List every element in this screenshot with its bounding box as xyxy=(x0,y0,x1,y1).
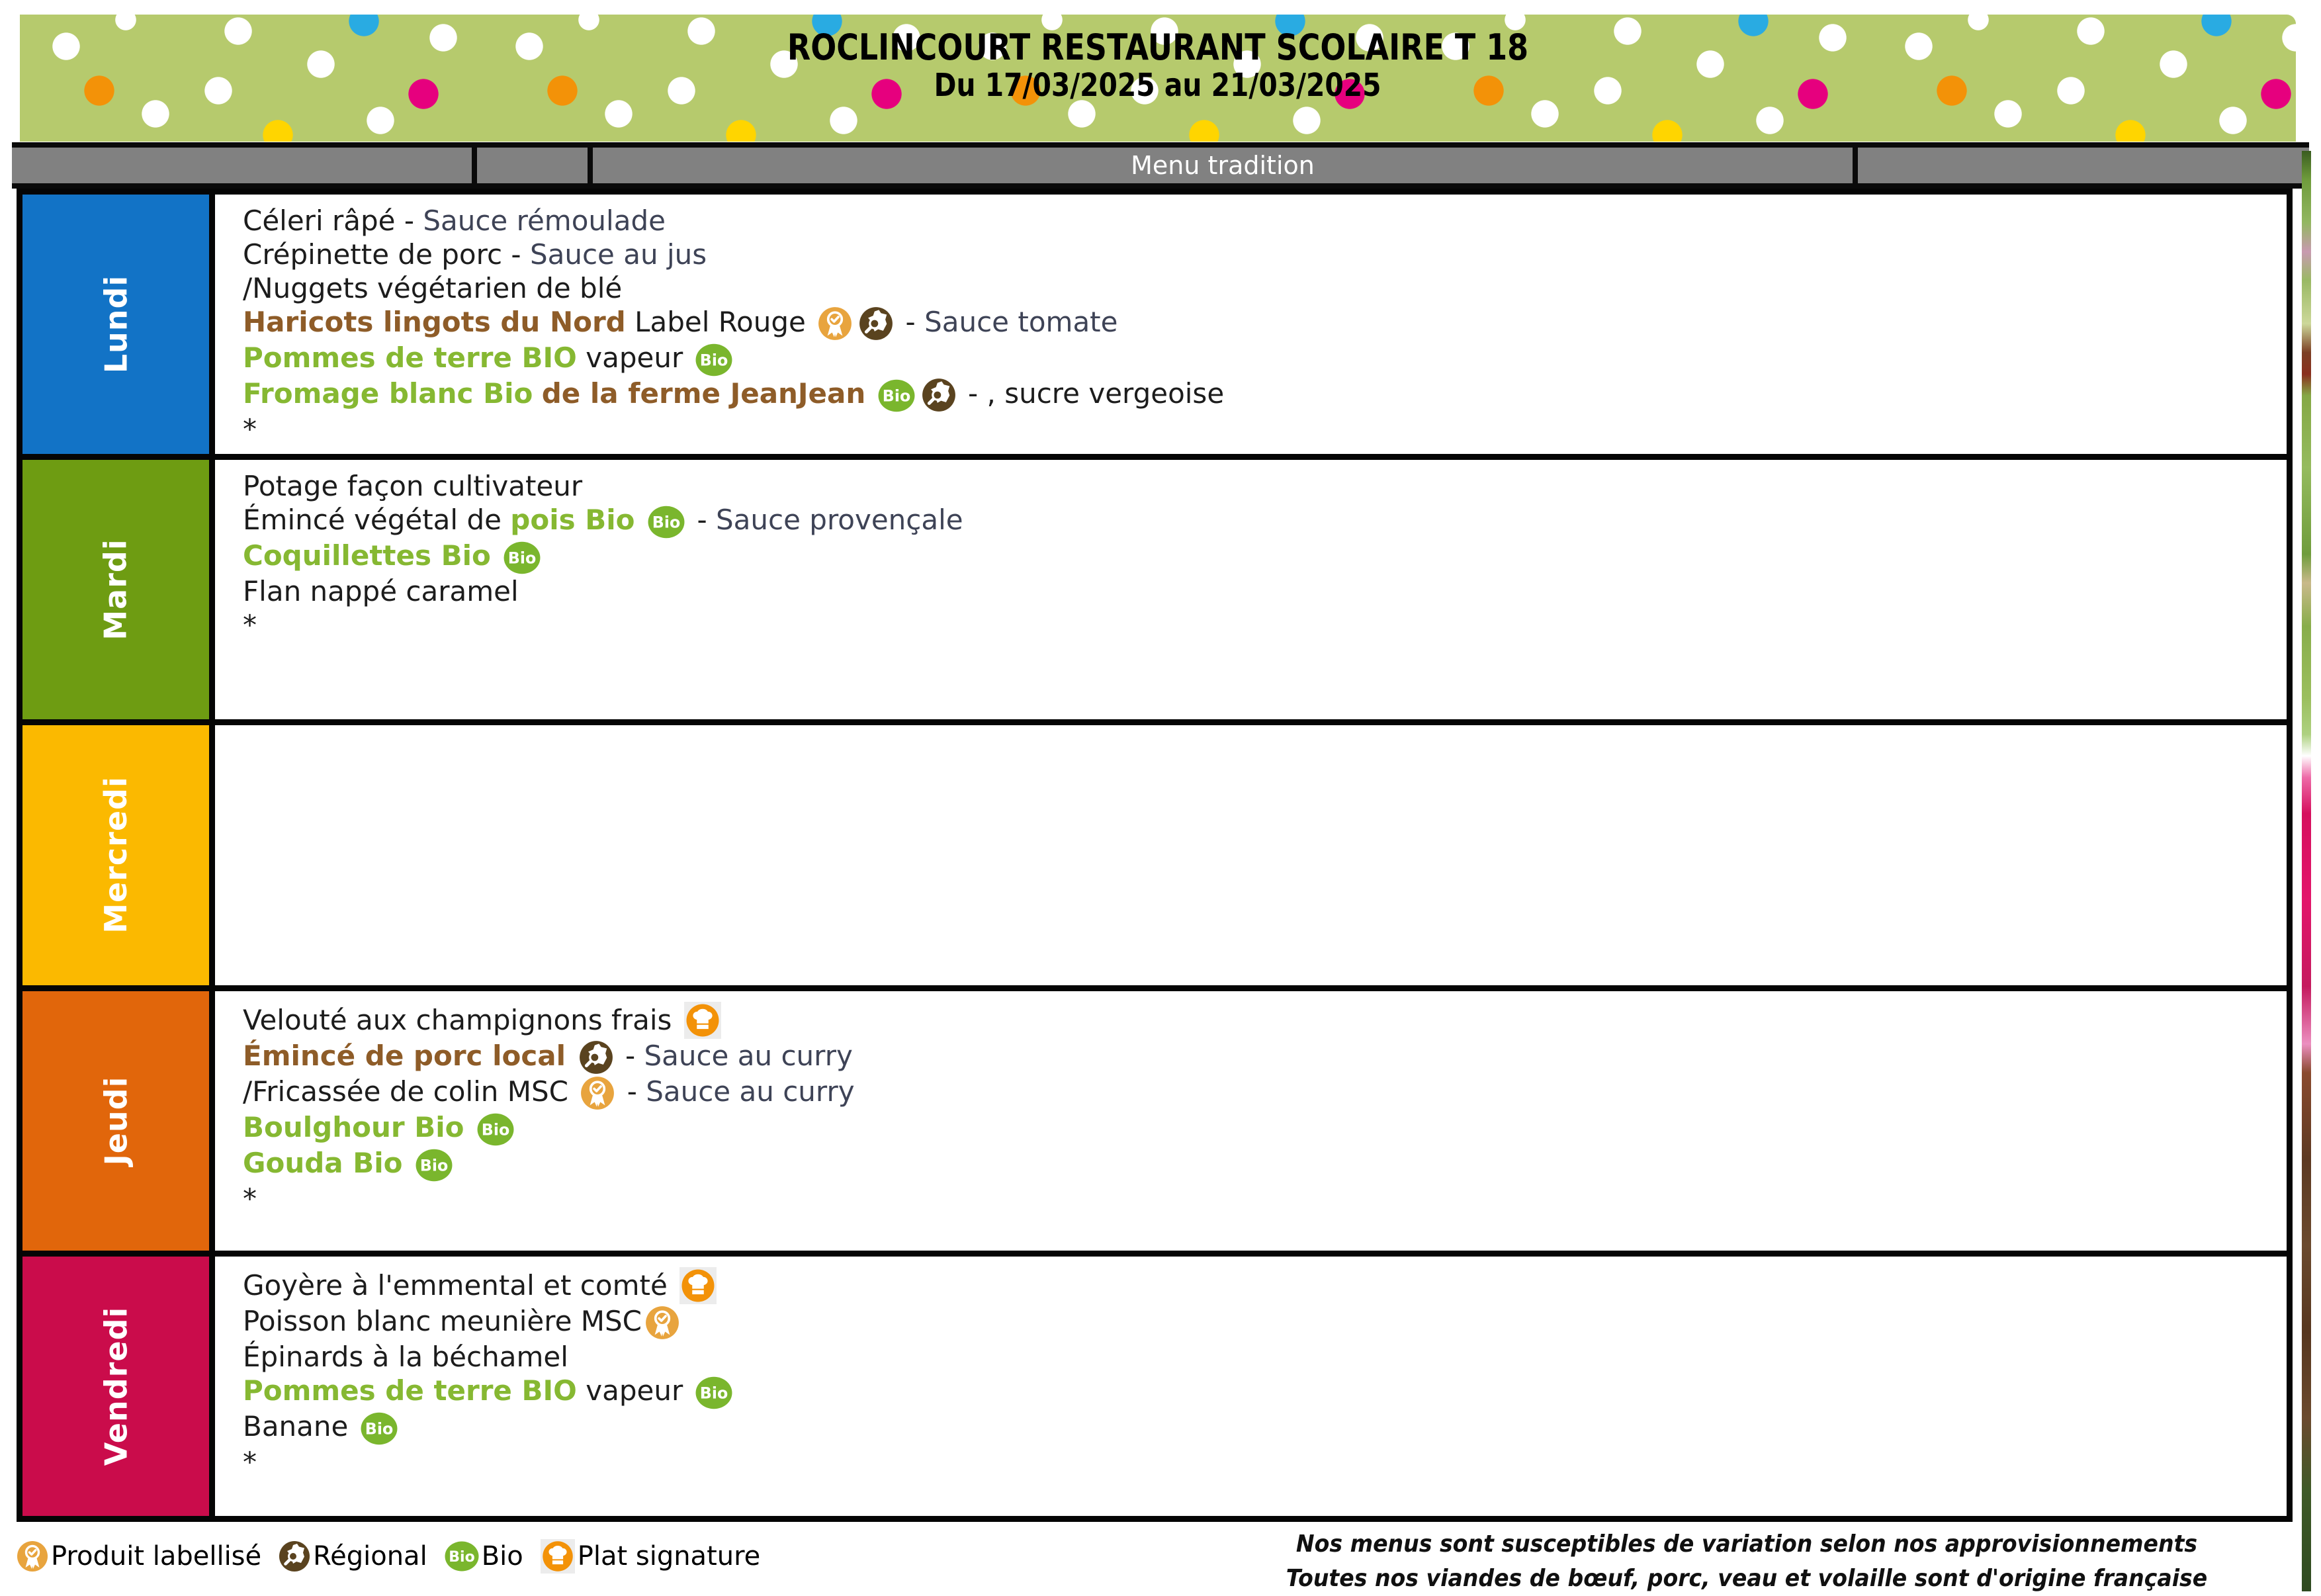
regional-icon xyxy=(579,1040,613,1075)
legend-item-bio xyxy=(445,1541,523,1572)
legend-item-label xyxy=(17,1540,261,1572)
bio-icon xyxy=(504,541,541,574)
bio-icon xyxy=(477,1113,514,1146)
text-segment: Goyère à l'emmental et comté xyxy=(243,1268,677,1302)
text-segment: Poisson blanc meunière MSC xyxy=(243,1304,642,1337)
text-segment: * xyxy=(243,609,257,642)
menu-tradition-label: Menu tradition xyxy=(1131,151,1315,180)
menu-line xyxy=(243,1341,2273,1374)
menu-line xyxy=(243,470,2273,503)
svg-text:Bio: Bio xyxy=(448,1549,475,1566)
menu-cell-lundi xyxy=(215,195,2287,454)
text-segment: Coquillettes Bio xyxy=(243,539,501,572)
legend-label: Produit labellisé xyxy=(51,1541,262,1572)
menu-line xyxy=(243,1147,2273,1182)
day-label-jeudi: Jeudi xyxy=(97,1076,134,1166)
day-cell-jeudi xyxy=(22,991,209,1251)
plat-signature-icon xyxy=(684,1002,721,1039)
produit-labellise-icon xyxy=(17,1540,48,1572)
menu-line xyxy=(243,1411,2273,1445)
text-segment: Sauce au curry xyxy=(644,1039,853,1072)
menu-line xyxy=(243,576,2273,608)
text-segment: /Nuggets végétarien de blé xyxy=(243,272,623,304)
produit-labellise-icon xyxy=(580,1076,615,1110)
text-segment: Banane xyxy=(243,1409,357,1442)
legend-label: Régional xyxy=(313,1541,427,1572)
text-segment: pois Bio xyxy=(510,504,645,537)
svg-text:Bio: Bio xyxy=(508,549,537,568)
page-title: ROCLINCOURT RESTAURANT SCOLAIRE T 18 xyxy=(787,26,1529,68)
svg-text:Bio: Bio xyxy=(481,1120,510,1139)
menu-line xyxy=(243,342,2273,377)
svg-text:Bio: Bio xyxy=(699,1384,728,1403)
text-segment: - , sucre vergeoise xyxy=(959,377,1225,410)
bio-icon xyxy=(416,1149,453,1182)
text-segment: Haricots lingots du Nord xyxy=(243,306,626,338)
text-segment: Flan nappé caramel xyxy=(243,575,519,608)
text-segment: * xyxy=(243,1445,257,1478)
text-segment: Sauce rémoulade xyxy=(423,204,666,237)
text-segment: Émincé végétal de xyxy=(243,504,511,537)
menu-line xyxy=(243,1040,2273,1075)
legend xyxy=(17,1532,777,1580)
text-segment: Boulghour Bio xyxy=(243,1110,474,1143)
text-segment: vapeur xyxy=(576,341,692,374)
menu-line xyxy=(243,239,2273,271)
menu-line xyxy=(243,1076,2273,1110)
text-segment: /Fricassée de colin MSC xyxy=(243,1075,578,1108)
legend-item-regional xyxy=(279,1540,427,1572)
day-cell-mercredi xyxy=(22,725,209,985)
svg-text:Bio: Bio xyxy=(365,1419,393,1439)
menu-line xyxy=(243,609,2273,642)
menu-line xyxy=(243,1446,2273,1479)
footer-note-line1: Nos menus sont susceptibles de variation selon nos approvisionnements xyxy=(1295,1530,2198,1558)
svg-text:Bio: Bio xyxy=(699,351,728,370)
menu-line xyxy=(243,1112,2273,1146)
text-segment: Émincé de porc local xyxy=(243,1039,576,1072)
text-segment: Épinards à la béchamel xyxy=(243,1340,568,1373)
text-segment xyxy=(865,377,874,410)
text-segment: Crépinette de porc - xyxy=(243,238,530,271)
menu-line xyxy=(243,1375,2273,1409)
day-label-mercredi: Mercredi xyxy=(97,776,134,934)
plat-signature-icon xyxy=(541,1539,575,1574)
bio-icon xyxy=(445,1541,479,1572)
bar-cell-empty-3 xyxy=(1858,148,2309,183)
text-segment xyxy=(533,377,541,410)
text-segment: Sauce au curry xyxy=(646,1075,855,1108)
text-segment: Pommes de terre BIO xyxy=(243,341,577,374)
footer-note xyxy=(1266,1527,2228,1596)
produit-labellise-icon xyxy=(645,1306,679,1340)
legend-item-signature xyxy=(541,1539,761,1574)
menu-line xyxy=(243,273,2273,305)
bio-icon xyxy=(695,1376,732,1409)
regional-icon xyxy=(922,378,956,412)
legend-label: Plat signature xyxy=(577,1541,761,1572)
menu-line xyxy=(243,1002,2273,1039)
bar-cell-empty-1 xyxy=(12,148,472,183)
menu-line xyxy=(243,205,2273,238)
day-label-lundi: Lundi xyxy=(97,275,134,374)
bio-icon xyxy=(878,379,915,412)
text-segment: * xyxy=(243,1182,257,1215)
text-segment: - xyxy=(618,1075,646,1108)
menu-cell-mardi xyxy=(215,460,2287,719)
day-cell-vendredi xyxy=(22,1257,209,1516)
legend-label: Bio xyxy=(481,1541,523,1572)
header-banner xyxy=(20,15,2296,142)
plat-signature-icon xyxy=(679,1267,717,1304)
svg-text:Bio: Bio xyxy=(652,513,681,532)
bar-cell-empty-2 xyxy=(477,148,588,183)
menu-cell-mercredi xyxy=(215,725,2287,985)
decorative-edge-strip xyxy=(2302,151,2311,1591)
svg-text:Bio: Bio xyxy=(882,386,910,406)
text-segment: - xyxy=(616,1039,644,1072)
day-cell-mardi xyxy=(22,460,209,719)
bio-icon xyxy=(648,506,685,539)
text-segment: * xyxy=(243,413,257,445)
bio-icon xyxy=(361,1412,398,1445)
text-segment: Gouda Bio xyxy=(243,1146,413,1179)
day-label-mardi: Mardi xyxy=(97,539,134,641)
menu-line xyxy=(243,1183,2273,1216)
regional-icon xyxy=(279,1540,310,1572)
text-segment: - xyxy=(688,504,716,537)
text-segment: vapeur xyxy=(576,1374,692,1407)
date-range: Du 17/03/2025 au 21/03/2025 xyxy=(934,67,1381,105)
text-segment: Fromage blanc Bio xyxy=(243,377,533,410)
bar-cell-menu-tradition xyxy=(593,148,1853,183)
produit-labellise-icon xyxy=(818,306,852,341)
day-cell-lundi xyxy=(22,195,209,454)
menu-line xyxy=(243,306,2273,341)
menu-line xyxy=(243,1267,2273,1304)
text-segment: Sauce tomate xyxy=(924,306,1118,338)
menu-line xyxy=(243,378,2273,412)
text-segment: Label Rouge xyxy=(625,306,815,338)
text-segment: de la ferme JeanJean xyxy=(541,377,866,410)
svg-text:Bio: Bio xyxy=(419,1156,449,1175)
menu-line xyxy=(243,540,2273,574)
text-segment: Sauce au jus xyxy=(529,238,707,271)
menu-cell-vendredi xyxy=(215,1257,2287,1516)
regional-icon xyxy=(859,306,893,341)
menu-line xyxy=(243,1306,2273,1340)
bio-icon xyxy=(695,343,732,377)
text-segment: Pommes de terre BIO xyxy=(243,1374,577,1407)
text-segment: Velouté aux champignons frais xyxy=(243,1003,681,1036)
footer-note-line2: Toutes nos viandes de bœuf, porc, veau et volaille sont d'origine française xyxy=(1286,1565,2208,1593)
menu-line xyxy=(243,504,2273,539)
text-segment: Céleri râpé - xyxy=(243,204,423,237)
day-label-vendredi: Vendredi xyxy=(97,1306,134,1466)
text-segment: Potage façon cultivateur xyxy=(243,470,583,503)
menu-table xyxy=(17,189,2293,1522)
menu-type-bar xyxy=(12,142,2309,189)
text-segment: Sauce provençale xyxy=(715,504,963,537)
menu-line xyxy=(243,414,2273,446)
text-segment: - xyxy=(897,306,925,338)
menu-cell-jeudi xyxy=(215,991,2287,1251)
